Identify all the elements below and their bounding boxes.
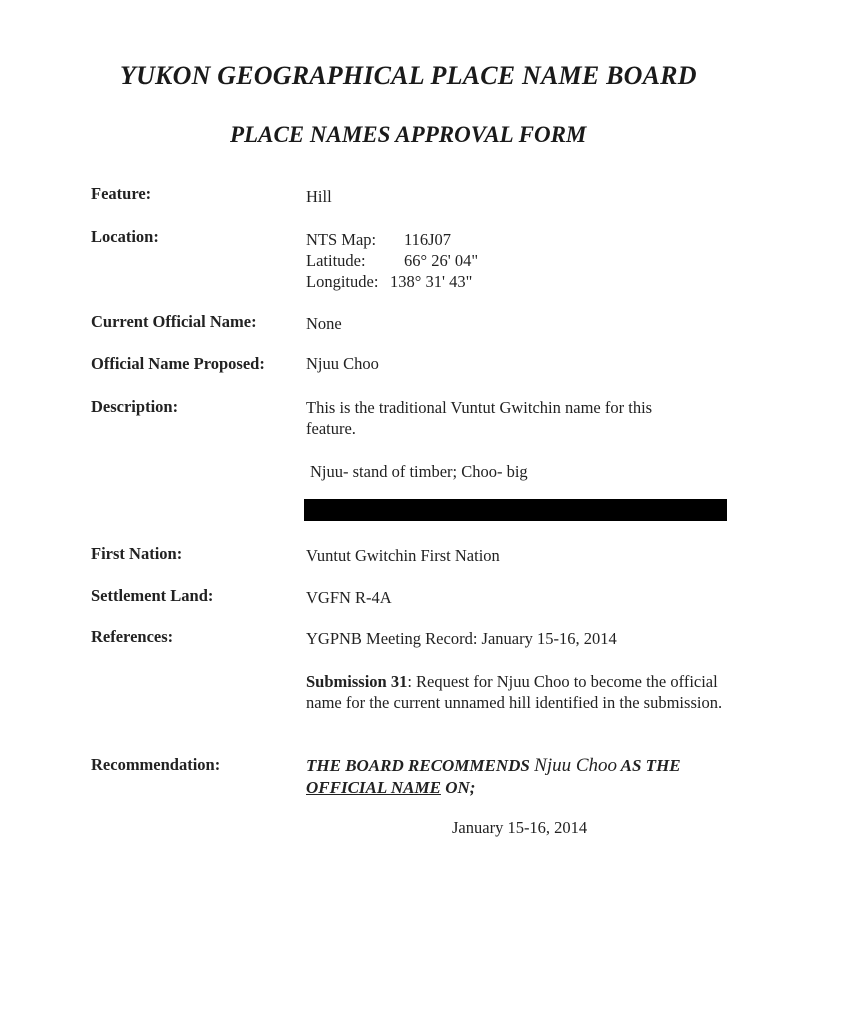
recommendation-date: January 15-16, 2014 <box>452 818 588 837</box>
redaction-bar <box>304 499 727 521</box>
proposed-name-value: Njuu Choo <box>306 354 379 373</box>
longitude-value: 138° 31' 43" <box>390 272 473 291</box>
meeting-record: YGPNB Meeting Record: January 15-16, 2014 <box>306 629 617 648</box>
first-nation-label: First Nation: <box>91 544 183 563</box>
feature-label: Feature: <box>91 184 152 203</box>
board-title: YUKON GEOGRAPHICAL PLACE NAME BOARD <box>120 61 697 90</box>
settlement-land-value: VGFN R-4A <box>306 588 392 607</box>
description-text: This is the traditional Vuntut Gwitchin name for this feature. <box>306 398 653 438</box>
latitude-label: Latitude: <box>306 251 366 270</box>
nts-map-value: 116J07 <box>404 230 452 249</box>
description-label: Description: <box>91 397 179 416</box>
latitude-value: 66° 26' 04" <box>404 251 479 270</box>
location-block <box>306 229 478 292</box>
current-name-label: Current Official Name: <box>91 312 257 331</box>
proposed-name-label: Official Name Proposed: <box>91 354 265 373</box>
longitude-row <box>306 271 478 292</box>
submission-label: Submission 31 <box>306 672 408 691</box>
recommendation-mid: AS THE <box>617 756 681 775</box>
recommendation-tail: ON; <box>440 778 476 797</box>
settlement-land-label: Settlement Land: <box>91 586 214 605</box>
nts-map-row <box>306 229 478 250</box>
recommendation-label: Recommendation: <box>91 755 221 774</box>
feature-value: Hill <box>306 187 332 206</box>
latitude-row <box>306 250 478 271</box>
recommendation-lead: THE BOARD RECOMMENDS <box>306 756 535 775</box>
form-title: PLACE NAMES APPROVAL FORM <box>230 122 587 147</box>
longitude-label: Longitude: <box>306 272 379 291</box>
location-label: Location: <box>91 227 159 246</box>
references-label: References: <box>91 627 174 646</box>
official-name-underlined: OFFICIAL NAME <box>306 778 441 797</box>
submission-text: : Request for Njuu Choo to become the official name for the current unnamed hill identified in the submission. <box>306 672 723 712</box>
recommended-name: Njuu Choo <box>534 755 618 776</box>
submission-paragraph <box>306 671 746 713</box>
recommendation-statement <box>306 755 766 799</box>
description-meaning: Njuu- stand of timber; Choo- big <box>310 462 528 481</box>
first-nation-value: Vuntut Gwitchin First Nation <box>306 546 500 565</box>
nts-map-label: NTS Map: <box>306 230 377 249</box>
current-name-value: None <box>306 314 342 333</box>
